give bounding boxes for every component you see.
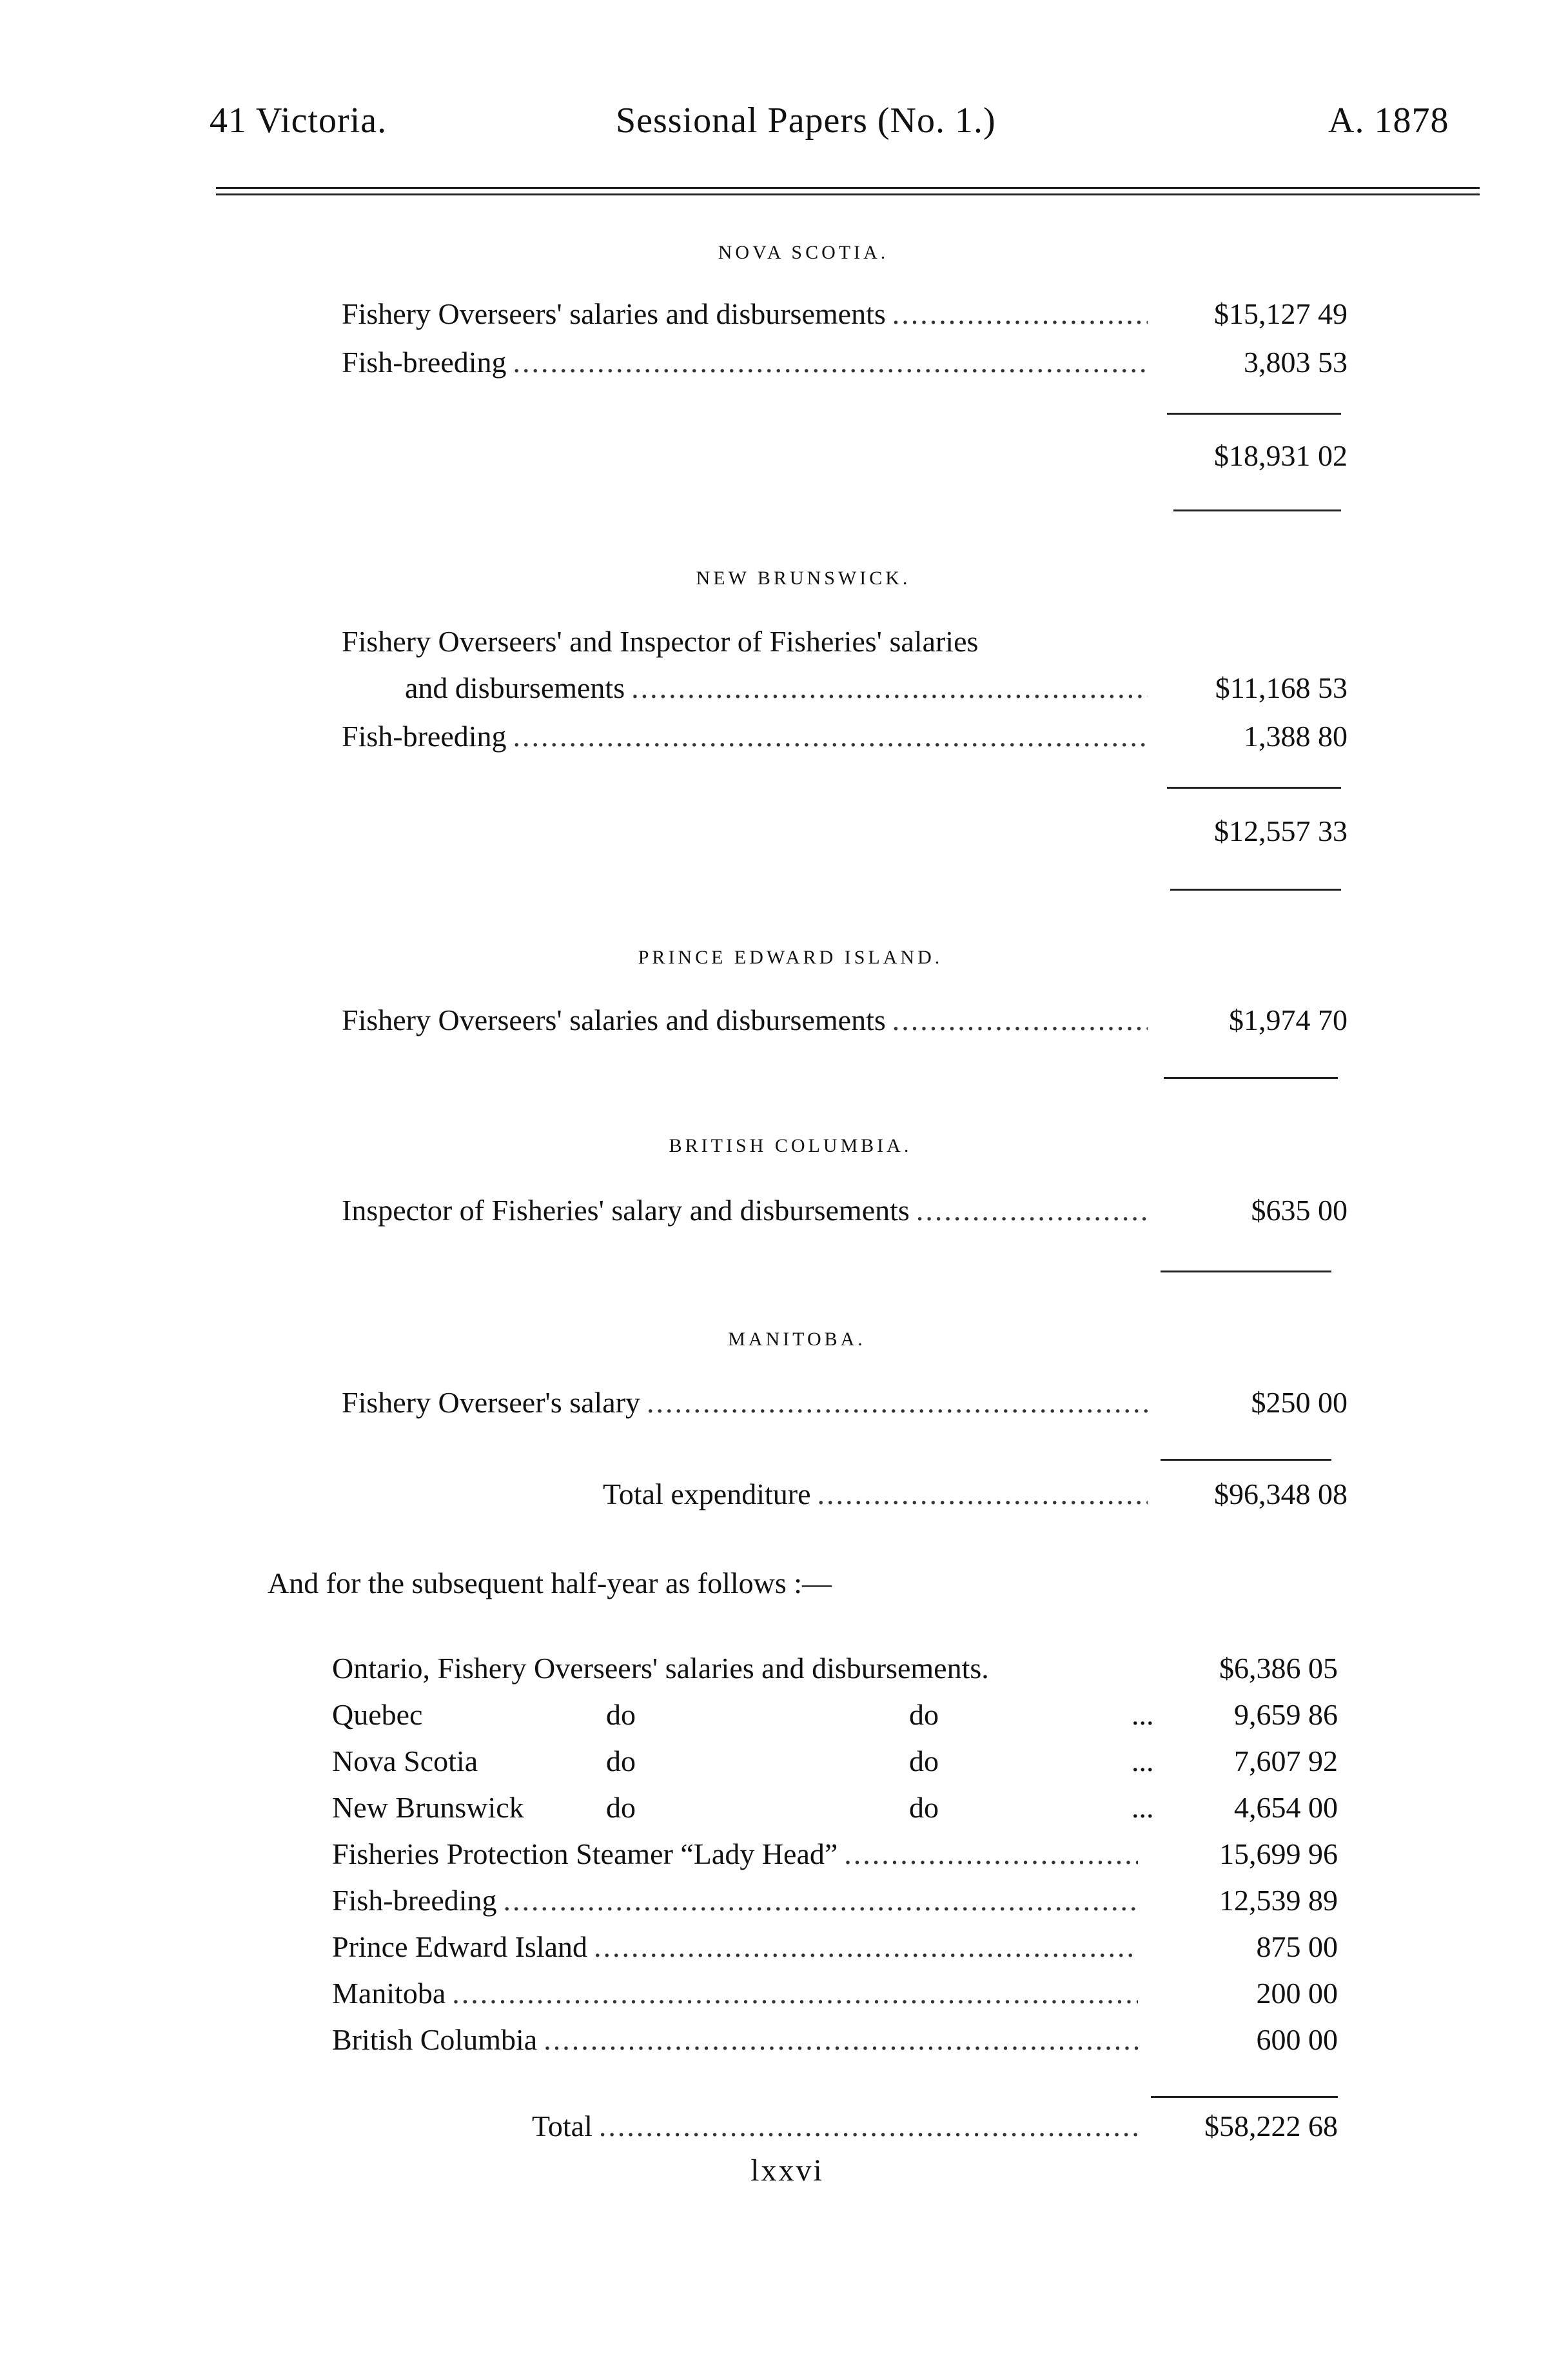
- row-amount: $11,168 53: [1215, 671, 1348, 704]
- row-amount: 875 00: [1256, 1930, 1338, 1963]
- row-label: Nova Scotia: [332, 1745, 478, 1777]
- row-amount: $635 00: [1251, 1194, 1348, 1227]
- dot-leader: [892, 1003, 1148, 1037]
- row-dots: ...: [1132, 1791, 1154, 1824]
- row-ditto: do: [909, 1698, 939, 1731]
- row-amount: 600 00: [1256, 2023, 1338, 2056]
- row-amount: $58,222 68: [1204, 2110, 1338, 2142]
- row-amount: 3,803 53: [1244, 346, 1348, 379]
- header-rule-top: [216, 187, 1480, 189]
- ledger-row: [342, 297, 1348, 331]
- section-title-british-columbia: BRITISH COLUMBIA.: [669, 1135, 912, 1156]
- dot-leader: [818, 1477, 1148, 1511]
- total-expenditure-row: [603, 1477, 1348, 1511]
- dot-leader: [599, 2109, 1138, 2143]
- dot-leader: [504, 1883, 1138, 1917]
- header-volume: 41 Victoria.: [210, 101, 387, 141]
- sum-rule: [1151, 2096, 1338, 2098]
- dot-leader: [513, 345, 1148, 379]
- row-label: Prince Edward Island: [332, 1930, 587, 1963]
- row-label: and disbursements: [405, 671, 625, 704]
- row-label: Total: [532, 2110, 593, 2142]
- section-title-new-brunswick: NEW BRUNSWICK.: [696, 568, 911, 589]
- half-year-total-row: [532, 2109, 1338, 2143]
- ledger-row: [332, 1930, 1338, 1964]
- sum-rule: [1167, 413, 1341, 415]
- row-ditto: do: [606, 1698, 636, 1731]
- sum-rule: [1167, 787, 1341, 789]
- ledger-row: [332, 2023, 1338, 2057]
- section-end-rule: [1164, 1077, 1338, 1079]
- row-dots: ...: [1132, 1698, 1154, 1731]
- dot-leader: [513, 719, 1148, 753]
- sum-rule: [1161, 1459, 1331, 1461]
- ledger-row: [332, 1651, 1338, 1685]
- ledger-line: Fishery Overseers' and Inspector of Fisheries' salaries: [342, 625, 979, 658]
- row-ditto: do: [606, 1745, 636, 1777]
- row-amount: $1,974 70: [1229, 1004, 1348, 1036]
- dot-leader: [594, 1930, 1138, 1964]
- ledger-row: [342, 1385, 1348, 1419]
- row-amount: 7,607 92: [1234, 1745, 1338, 1777]
- section-end-rule: [1173, 509, 1341, 511]
- dot-leader: [647, 1385, 1148, 1419]
- dot-leader: [844, 1837, 1138, 1871]
- row-dots: ...: [1132, 1745, 1154, 1777]
- row-label: Fish-breeding: [342, 720, 507, 753]
- row-label: Ontario, Fishery Overseers' salaries and disbursements.: [332, 1652, 989, 1685]
- row-label: Inspector of Fisheries' salary and disbursements: [342, 1194, 910, 1227]
- section-title-nova-scotia: NOVA SCOTIA.: [718, 242, 889, 263]
- dot-leader: [631, 671, 1148, 705]
- ledger-row: [405, 671, 1348, 705]
- header-rule-bottom: [216, 193, 1480, 195]
- ledger-row: [332, 1976, 1338, 2010]
- row-label: British Columbia: [332, 2023, 538, 2056]
- dot-leader: [452, 1976, 1138, 2010]
- section-end-rule: [1170, 889, 1341, 891]
- dot-leader: [916, 1193, 1148, 1227]
- row-amount: $6,386 05: [1219, 1652, 1338, 1685]
- ledger-row: [342, 1003, 1348, 1037]
- row-label: Fish-breeding: [332, 1884, 497, 1917]
- half-year-intro: And for the subsequent half-year as follows :—: [268, 1567, 832, 1599]
- row-amount: 200 00: [1256, 1977, 1338, 2010]
- page-folio: lxxvi: [750, 2153, 824, 2188]
- row-amount: $96,348 08: [1214, 1478, 1348, 1510]
- ledger-row: [332, 1837, 1338, 1871]
- row-amount: 12,539 89: [1219, 1884, 1338, 1917]
- row-ditto: do: [909, 1791, 939, 1824]
- section-end-rule: [1161, 1271, 1331, 1272]
- section-title-prince-edward-island: PRINCE EDWARD ISLAND.: [638, 947, 943, 968]
- row-amount: $250 00: [1251, 1386, 1348, 1419]
- section-title-manitoba: MANITOBA.: [728, 1329, 866, 1350]
- ledger-row: [332, 1883, 1338, 1917]
- section-total: $12,557 33: [1214, 815, 1348, 847]
- ledger-row: [342, 1193, 1348, 1227]
- row-label: Fish-breeding: [342, 346, 507, 379]
- row-amount: 15,699 96: [1219, 1837, 1338, 1870]
- dot-leader: [892, 297, 1148, 331]
- section-total: $18,931 02: [1214, 439, 1348, 472]
- row-label: Fishery Overseers' salaries and disbursements: [342, 297, 886, 330]
- row-label: Fishery Overseer's salary: [342, 1386, 641, 1419]
- ledger-row: [342, 719, 1348, 753]
- row-label: Total expenditure: [603, 1478, 811, 1510]
- header-title: Sessional Papers (No. 1.): [616, 101, 996, 141]
- row-label: New Brunswick: [332, 1791, 524, 1824]
- row-label: Quebec: [332, 1698, 423, 1731]
- row-ditto: do: [606, 1791, 636, 1824]
- header-year: A. 1878: [1328, 101, 1449, 141]
- row-label: Manitoba: [332, 1977, 446, 2010]
- row-amount: 1,388 80: [1244, 720, 1348, 753]
- ledger-row: [342, 345, 1348, 379]
- row-label: Fisheries Protection Steamer “Lady Head”: [332, 1837, 838, 1870]
- row-amount: 4,654 00: [1234, 1791, 1338, 1824]
- row-amount: 9,659 86: [1234, 1698, 1338, 1731]
- row-label: Fishery Overseers' salaries and disbursements: [342, 1004, 886, 1036]
- row-amount: $15,127 49: [1214, 297, 1348, 330]
- dot-leader: [544, 2023, 1138, 2057]
- row-ditto: do: [909, 1745, 939, 1777]
